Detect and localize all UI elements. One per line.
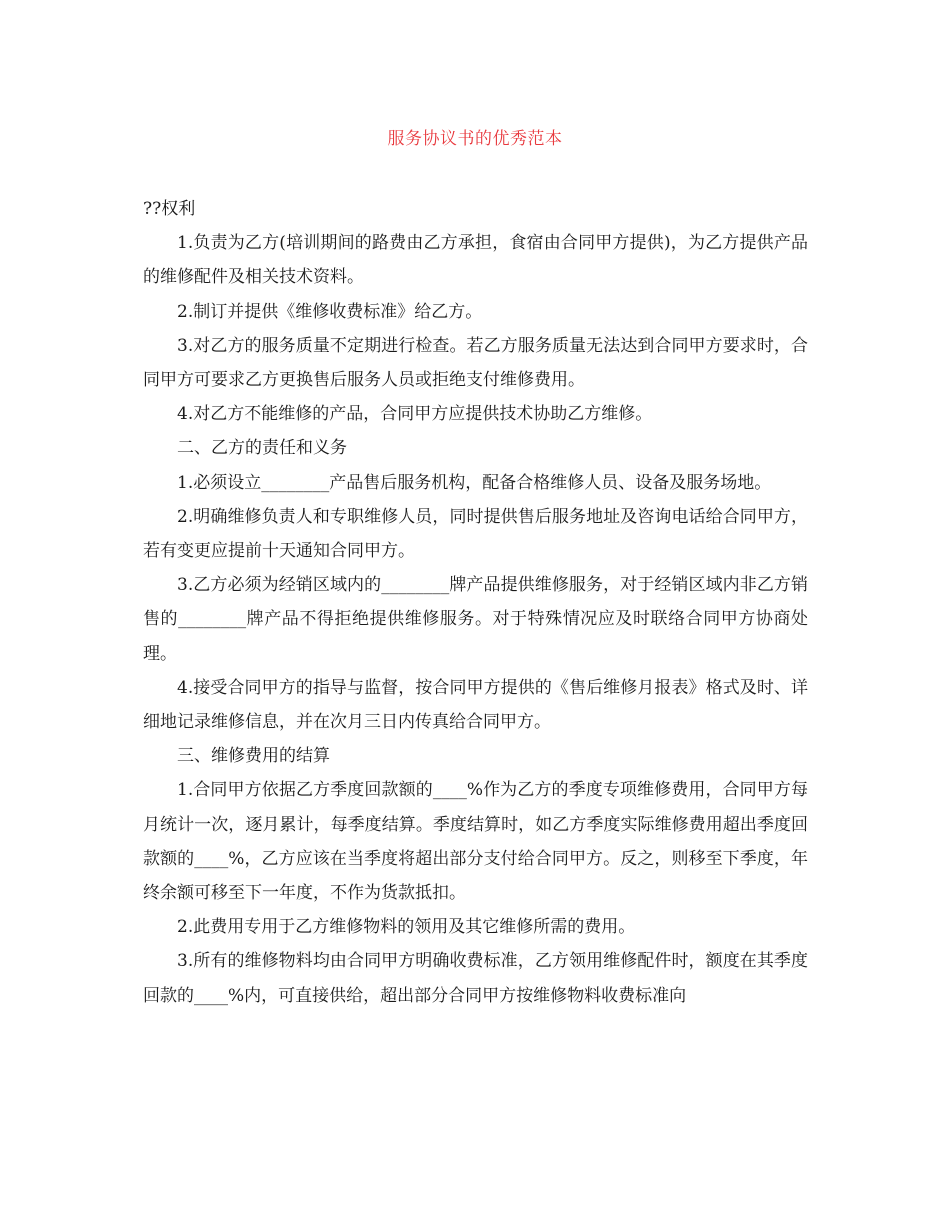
section-heading-party-b-duties: 二、乙方的责任和义务 <box>177 438 347 459</box>
paragraph: 2.制订并提供《维修收费标准》给乙方。 <box>177 301 483 322</box>
paragraph: 4.对乙方不能维修的产品，合同甲方应提供技术协助乙方维修。 <box>177 404 653 425</box>
paragraph: 3.对乙方的服务质量不定期进行检查。若乙方服务质量无法达到合同甲方要求时，合同甲方可要求乙方更换售后服务人员或拒绝支付维修费用。 <box>143 335 808 391</box>
paragraph: 3.乙方必须为经销区域内的________牌产品提供维修服务，对于经销区域内非乙方销售的________牌产品不得拒绝提供维修服务。对于特殊情况应及时联络合同甲方协商处理。 <box>143 575 808 664</box>
document-title: 服务协议书的优秀范本 <box>387 129 563 149</box>
section-heading-rights: ??权利 <box>143 199 196 219</box>
paragraph: 1.负责为乙方(培训期间的路费由乙方承担，食宿由合同甲方提供)，为乙方提供产品的维修配件及相关技术资料。 <box>143 233 808 288</box>
paragraph: 2.此费用专用于乙方维修物料的领用及其它维修所需的费用。 <box>177 917 636 938</box>
document-body <box>143 192 808 1013</box>
paragraph: 4.接受合同甲方的指导与监督，按合同甲方提供的《售后维修月报表》格式及时、详细地记录维修信息，并在次月三日内传真给合同甲方。 <box>143 677 808 733</box>
paragraph: 3.所有的维修物料均由合同甲方明确收费标准，乙方领用维修配件时，额度在其季度回款的____%内，可直接供给，超出部分合同甲方按维修物料收费标准向 <box>143 951 808 1006</box>
paragraph: 1.必须设立________产品售后服务机构，配备合格维修人员、设备及服务场地。 <box>177 472 772 493</box>
paragraph: 1.合同甲方依据乙方季度回款额的____%作为乙方的季度专项维修费用，合同甲方每月统计一次，逐月累计，每季度结算。季度结算时，如乙方季度实际维修费用超出季度回款额的____%，乙方应该在当季度将超出部分支付给合同甲方。反之，则移至下季度，年终余额可移至下一年度，不作为货款抵扣。 <box>143 780 808 904</box>
section-heading-fee-settlement: 三、维修费用的结算 <box>177 746 330 767</box>
paragraph: 2.明确维修负责人和专职维修人员，同时提供售后服务地址及咨询电话给合同甲方，若有变更应提前十天通知合同甲方。 <box>143 506 808 562</box>
